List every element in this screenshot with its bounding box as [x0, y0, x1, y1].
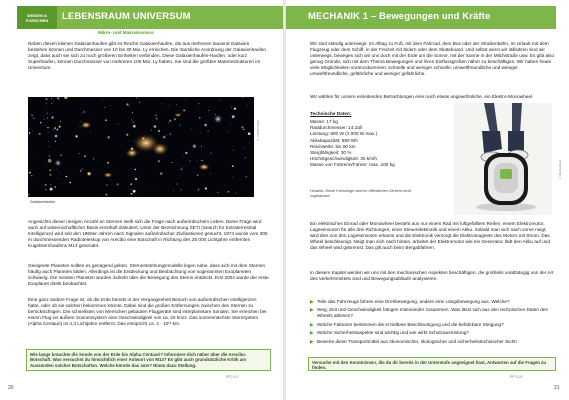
info-text: Versuche mit den Kenntnissen, die du dir bereits in der Unterstufe angeeignet hast, Antworten auf die Fragen zu finden. — [312, 360, 547, 371]
chapter-overview: In diesem Kapitel werden wir uns mit den mechanischen Aspekten beschäftigen, die großteils unabhängig von der Art des Verkehrsmittels sind und Bewegungsabläufe analysieren. — [310, 270, 554, 281]
spec-item: Höchstgeschwindigkeit: 30 km/h — [310, 156, 377, 162]
photo-credit-2: © Monowheel — [558, 160, 562, 181]
right-intro-paragraph-2: Wir wählen für unsere einleitenden Betrachtungen eine noch etwas ungewöhnliche, ein Elektro-Monowheel. — [310, 94, 534, 99]
question-item — [310, 307, 556, 319]
galaxy-cluster-photo — [28, 97, 254, 197]
task-box — [26, 349, 271, 371]
spec-item: Leistung: 800 W (3 000 W max.) — [310, 131, 378, 137]
question-item — [310, 330, 556, 336]
spec-item: Masse: 17 kg — [310, 119, 338, 124]
left-paragraph-4: Eine ganz andere Frage ist, ob die Erde bereits in der Vergangenheit Besuch von außerirdischen Intelligenzen hatte, oder ob sie solchen bekommen könnte. Dabei sind die großen Entfernungen zwischen den Sternen zu berücksichtigen. Die schnellsten von Menschen gebauten Fluggeräte sind interplanetare Sonden. Sie erreichen bei einem Flug ins äußere Sonnensystem eine Geschwindigkeit von ca. 20 km/s. Das sonnennächste Sternsystem (Alpha Centauri) ist 4,3 Lichtjahre entfernt. Das entspricht ca. 4 · 10¹³ km. — [28, 297, 267, 326]
left-paragraph-1: Neben diesen kleinen Galaxienhaufen gibt es Reiche Galaxienhaufen, die aus mehreren tausend Galaxien bestehen können und Durchmesser von 10 bis 30 Mio. Ly erreichen. Die räumliche Anordnung der Galaxienhaufen zeigt, dass auch sie sich zu noch größeren Einheiten verbinden. Diese Galaxienhaufen-Haufen, oder kurz Superhaufen, können Durchmesser von mehreren 100 Mio. Ly haben. Sie sind die größten Materiestrukturen im Universum. — [28, 41, 266, 70]
question-text: Welche Sicherheitsaspekte sind wichtig und wie wirkt Schutzausrüstung? — [317, 330, 469, 336]
photo-credit: © NASA / ESA — [256, 120, 260, 142]
galaxy-cluster-image — [28, 97, 254, 197]
arrow-icon: ▶ — [310, 338, 314, 344]
page-number: 20 — [8, 385, 14, 391]
monowheel-photo — [454, 103, 552, 215]
monowheel-image — [454, 103, 552, 215]
photo-caption: Galaxienhaufen — [30, 200, 56, 204]
question-text: Bewerte diese Transportmittel aus ökonomischer, ökologischer und sicherheitstechnischer Sicht! — [317, 338, 517, 344]
spec-item: Steigfähigkeit: 30 % — [310, 150, 352, 156]
section-tab: WISSEN & FORSCHEN — [17, 6, 57, 29]
info-box — [308, 357, 556, 371]
spec-list — [310, 119, 395, 169]
question-text: Welche Faktoren bestimmen die erzielbare Beschleunigung und die befahrbare Steigung? — [317, 321, 504, 327]
spec-item: Reichweite: bis 60 km — [310, 143, 356, 149]
page-number: 21 — [554, 385, 560, 391]
spec-item: Masse von Fahrerin/Fahrer: max. 100 kg — [310, 162, 395, 168]
right-header-bar — [286, 6, 556, 29]
curriculum-code: PF2.1/1 — [226, 375, 239, 379]
task-text: Wie lange bräuchte die Sonde von der Erde bis Alpha Centauri? Informiere dich näher über die Arecibo-Botschaft. Was versuchst du hinsichtlich einer Antwort von M13? Es gibt auch grundsätzliche Kritik am Aussenden solcher Botschaften. Welche könnte das sein? Nimm dazu Stellung. — [30, 352, 247, 368]
right-intro-paragraph: Wir sind ständig unterwegs: Im Alltag zu Fuß, mit dem Fahrrad, dem Bus oder der Straßenbahn, im Urlaub mit dem Flugzeug oder dem Schiff, in der Freizeit mit Skiern oder dem Skateboard. Und selbst wenn wir stillsitzen sind wir unterwegs, bewegen sich wir uns doch mit der Erde um die Sonne, mit der Sonne in der Milchstraße usw. Es gibt also genug Gründe, sich mit dem Thema Bewegungen und ihren Einflussgrößen näher zu beschäftigen. Wir haben heute viele Möglichkeiten voranzukommen: schnelle und weniger schnelle, umweltfreundliche und weniger umweltfreundliche, gefährliche und weniger gefährliche. — [310, 41, 555, 76]
curriculum-code: PF3.1/1 — [510, 375, 523, 379]
arrow-icon: ▶ — [310, 299, 314, 304]
photo-note: Hinweis: Diese Fahrzeuge sind im öffentlichen Verkehr nicht zugelassen! — [310, 189, 412, 198]
left-page — [0, 0, 283, 400]
arrow-icon: ▶ — [310, 321, 314, 327]
monowheel-description: Ein elektrisches Einrad oder Monowheel besteht aus nur einem Rad mit luftgefülltem Reifen, einem Elektromotor, Lagesensoren für alle drei Richtungen, einer Steuerelektronik und einem Akku. Sobald man sich nach vorne neigt, wird dies von den Lagesensoren erkannt und die Elektronik versorgt die Elektromagnete des Motors mit Strom. Das Wheel beschleunigt. Neigt man sich nach hinten, arbeitet der Elektromotor wie ein Generator, lädt den Akku auf und das Wheel wird gebremst. Das gilt auch beim Bergabfahren. — [310, 221, 550, 250]
question-item — [310, 322, 556, 328]
arrow-icon: ▶ — [310, 307, 314, 313]
right-page — [286, 0, 569, 400]
question-text: Teile das Fahrzeugs führen eine Drehbewegung, andere eine Längsbewegung aus. Welche? — [317, 299, 510, 304]
left-paragraph-2: Angesichts dieser riesigen Anzahl an Sternen stellt sich die Frage nach außerirdischem Leben. Diese Frage wird auch auf wissenschaftlicher Basis ernsthaft diskutiert. Unter der Bezeichnung SETI (Search for Extraterrestrial Intelligence) wird seit den 1960er-Jahren nach Signalen außerirdischer Zivilisationen gesucht. 1974 wurde vom 300 m durchmessenden Radioteleskop von Arecibo eine Botschaft in Richtung des 25 000 Lichtjahre entfernten Kugelsternhaufens M13 gesendet. — [28, 219, 268, 248]
right-page-title: MECHANIK 1 – Bewegungen und Kräfte — [308, 11, 491, 22]
question-text: Weg, Zeit und Geschwindigkeit hängen miteinander zusammen. Was lässt sich aus den technischen Daten des Wheels ablesen? — [317, 307, 548, 319]
question-list — [310, 299, 556, 347]
spec-item: Akkukapazität: 680 Wh — [310, 137, 358, 143]
tech-data-title: Technische Daten: — [310, 111, 352, 116]
arrow-icon: ▶ — [310, 330, 314, 336]
left-header-bar — [17, 6, 283, 29]
left-page-title: LEBENSRAUM UNIVERSUM — [62, 11, 191, 22]
spec-item: Raddurchmesser: 14 Zoll — [310, 125, 363, 131]
question-item — [310, 339, 556, 345]
left-page-subtitle: Mikro- und Makrokosmos — [98, 30, 154, 35]
question-item — [310, 299, 556, 305]
left-paragraph-3: Geeignete Planeten sollten es genügend geben, Sternentstehungsmodelle legen nahe, dass sich mit dem Sternen häufig auch Planeten bilden. Allerdings ist die Entdeckung und Beobachtung von sogenannten Exoplaneten schwierig. Die meisten Planeten wurden indirekt über die Bewegung des Sterns entdeckt. Erst 2004 wurde der erste Exoplanet direkt beobachtet. — [28, 263, 269, 286]
